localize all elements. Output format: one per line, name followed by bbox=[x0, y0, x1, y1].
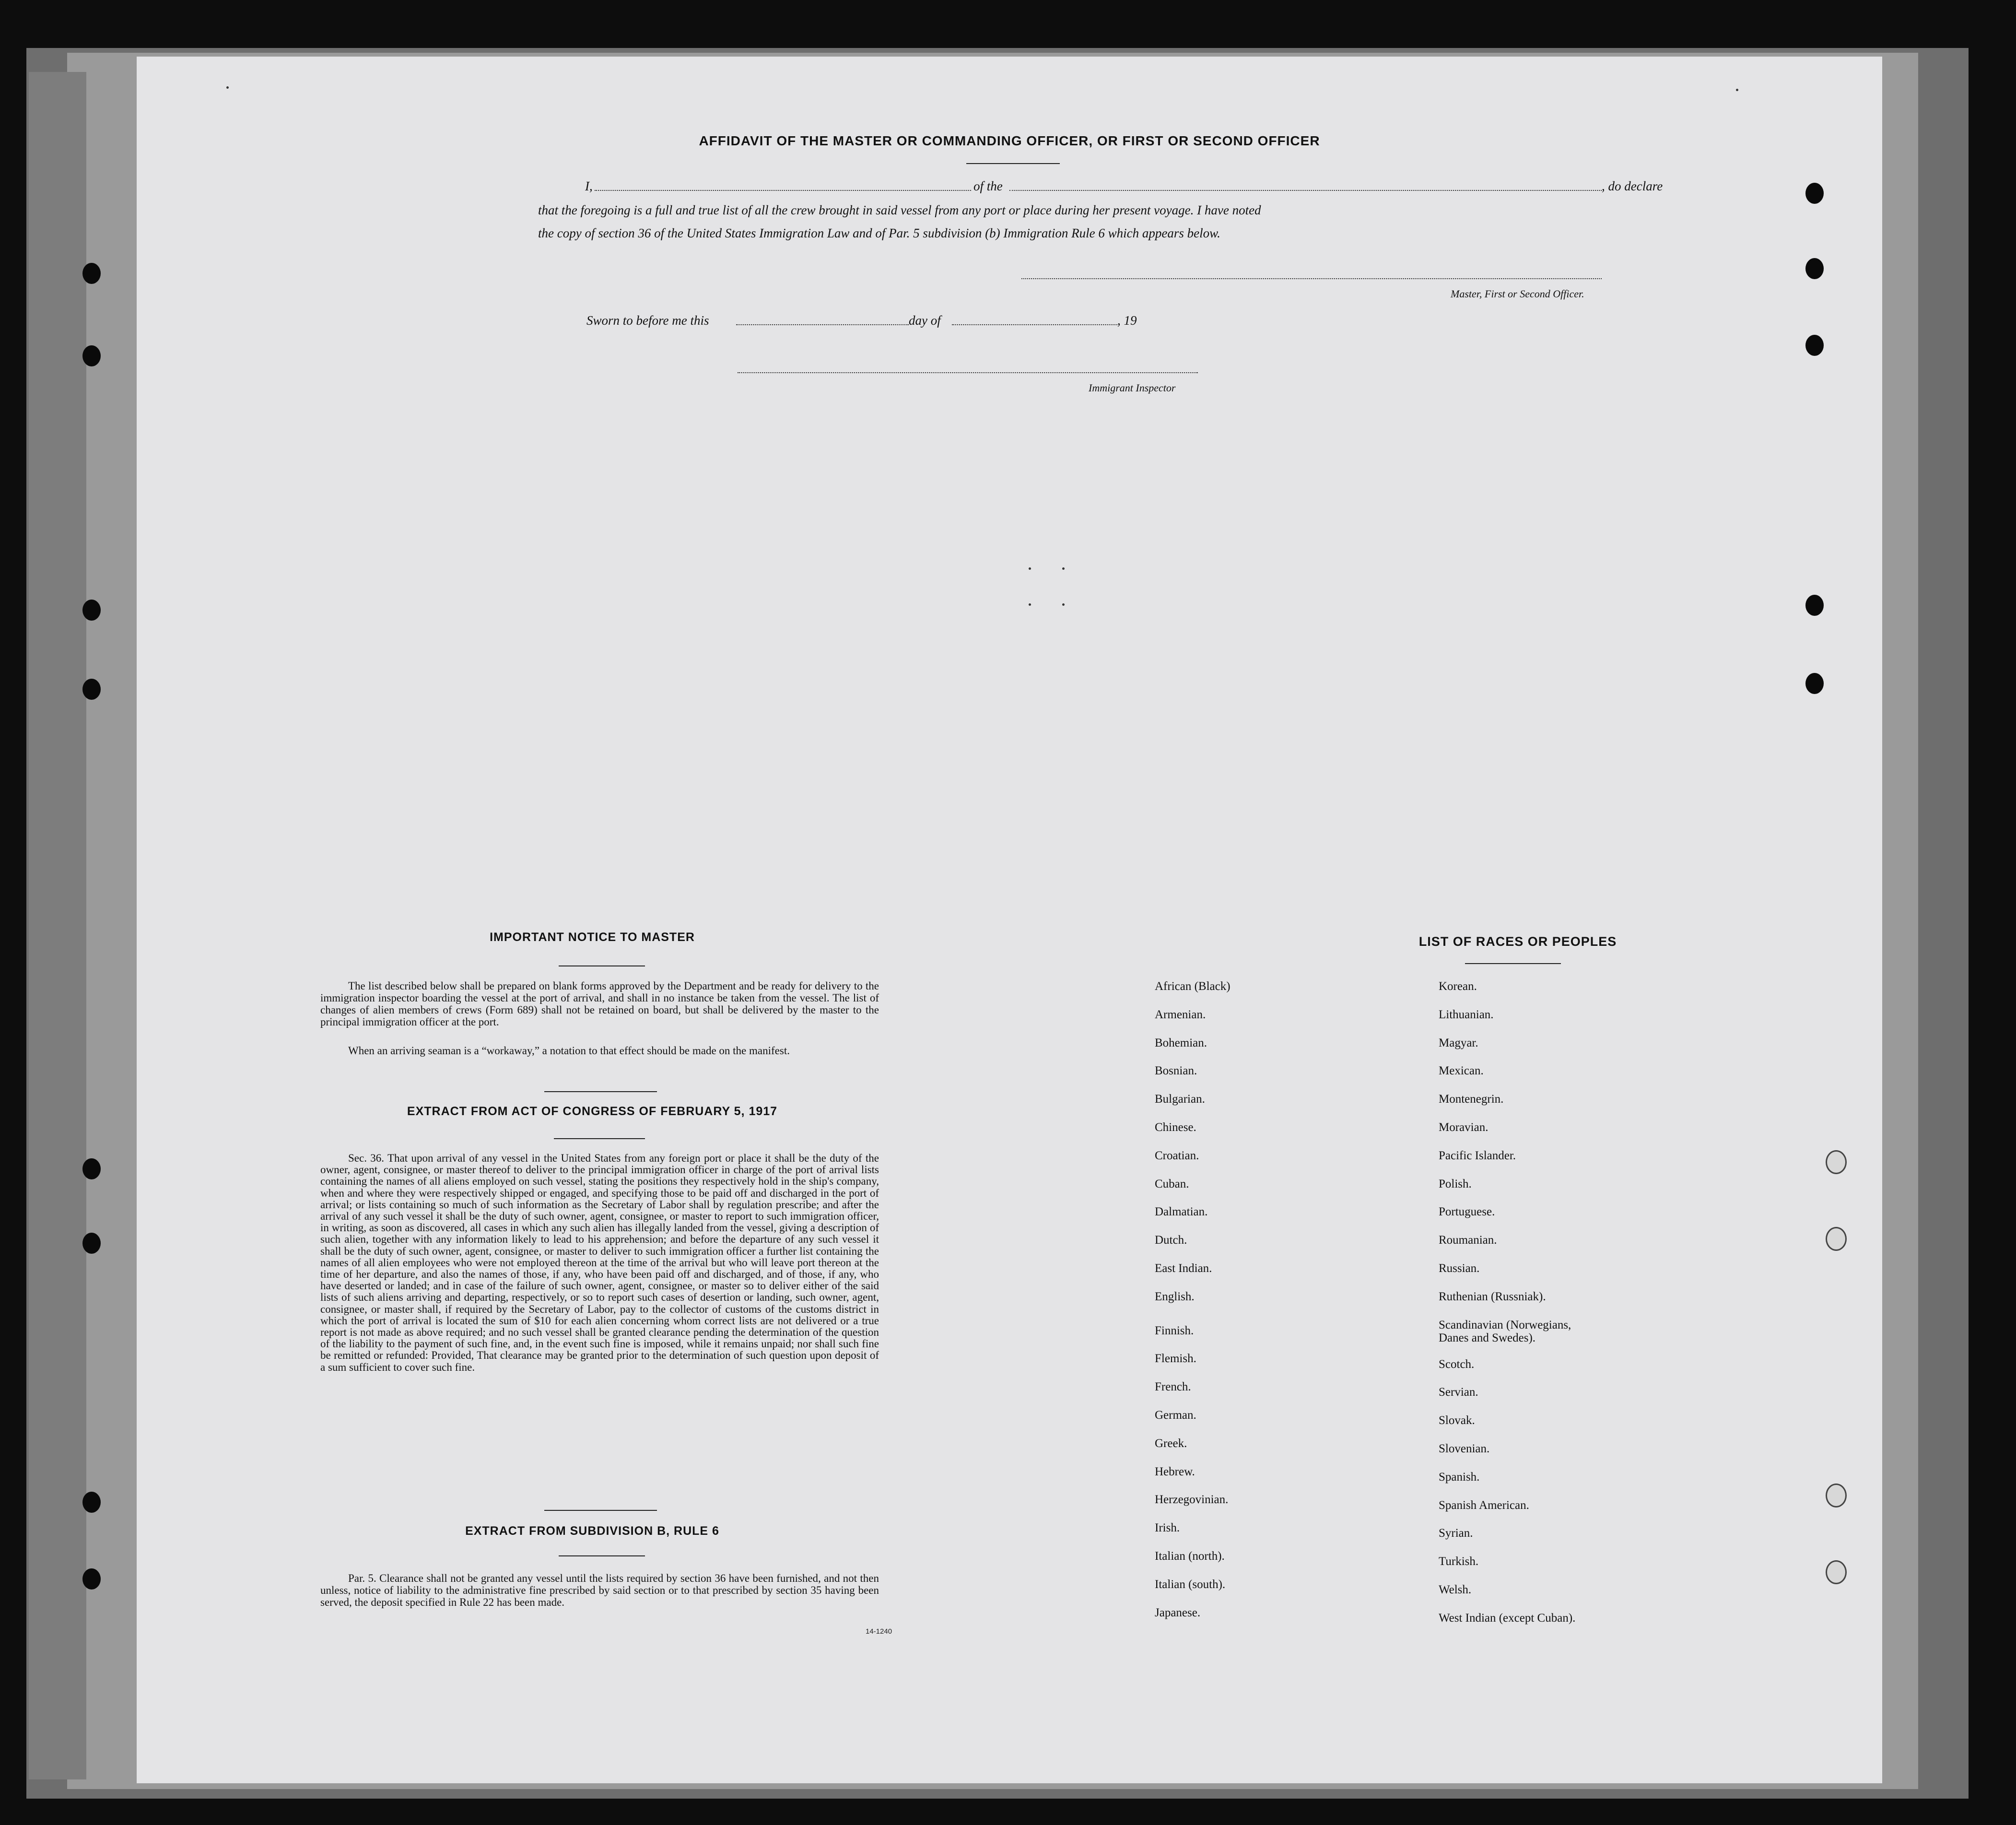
race-item: Greek. bbox=[1155, 1436, 1187, 1450]
extract-rule-title: EXTRACT FROM SUBDIVISION B, RULE 6 bbox=[465, 1524, 719, 1538]
race-item: Dalmatian. bbox=[1155, 1205, 1208, 1219]
race-item: Slovak. bbox=[1439, 1414, 1475, 1427]
race-item: Mexican. bbox=[1439, 1064, 1484, 1078]
race-item: East Indian. bbox=[1155, 1262, 1212, 1275]
race-item: Syrian. bbox=[1439, 1527, 1473, 1540]
inspector-signature-line bbox=[738, 372, 1198, 373]
race-item: German. bbox=[1155, 1409, 1196, 1422]
document-page bbox=[137, 57, 1882, 1783]
race-item: Welsh. bbox=[1439, 1583, 1472, 1596]
binder-hole-icon bbox=[82, 345, 101, 366]
race-item: Servian. bbox=[1439, 1386, 1478, 1399]
affidavit-line3: the copy of section 36 of the United States Immigration Law and of Par. 5 subdivision (b) Immigration Rule 6 which appears below. bbox=[538, 226, 1220, 240]
race-item: Roumanian. bbox=[1439, 1234, 1497, 1247]
race-item: Armenian. bbox=[1155, 1008, 1206, 1021]
divider bbox=[966, 163, 1060, 164]
race-item: Herzegovinian. bbox=[1155, 1493, 1229, 1507]
punch-hole-icon bbox=[1805, 335, 1824, 356]
race-item: Finnish. bbox=[1155, 1324, 1194, 1337]
punch-hole-icon bbox=[1826, 1150, 1847, 1174]
sworn-month-blank bbox=[952, 324, 1117, 325]
race-item: Scotch. bbox=[1439, 1357, 1475, 1371]
race-item: Irish. bbox=[1155, 1521, 1180, 1535]
punch-hole-icon bbox=[1805, 183, 1824, 204]
binder-hole-icon bbox=[82, 1158, 101, 1179]
notice-paragraph-1: The list described below shall be prepared on blank forms approved by the Department and be ready for delivery to the immigration inspector boarding the vessel at the port of arrival, and shall in no instance be taken from the vessel. The list of changes of alien members of crews (Form 689) shall not be retained on board, but shall be delivered by the master to the principal immigration officer at the port. bbox=[320, 980, 879, 1028]
race-item: Hebrew. bbox=[1155, 1465, 1195, 1478]
race-item: Pacific Islander. bbox=[1439, 1149, 1516, 1162]
speck bbox=[1029, 603, 1031, 606]
binder-hole-icon bbox=[82, 600, 101, 621]
divider bbox=[554, 1138, 645, 1139]
affidavit-title: AFFIDAVIT OF THE MASTER OR COMMANDING OFFICER, OR FIRST OR SECOND OFFICER bbox=[699, 133, 1320, 148]
race-item: Spanish American. bbox=[1439, 1498, 1529, 1512]
race-item: Portuguese. bbox=[1439, 1205, 1495, 1219]
speck bbox=[1736, 89, 1738, 91]
race-item: Russian. bbox=[1439, 1262, 1480, 1275]
divider bbox=[559, 1555, 645, 1556]
sworn-before-label: Sworn to before me this bbox=[586, 313, 709, 328]
race-item: Turkish. bbox=[1439, 1555, 1479, 1568]
race-item: Spanish. bbox=[1439, 1470, 1480, 1484]
race-item: Ruthenian (Russniak). bbox=[1439, 1290, 1546, 1303]
race-item: Lithuanian. bbox=[1439, 1008, 1494, 1021]
race-item: Korean. bbox=[1439, 980, 1477, 993]
divider bbox=[1465, 963, 1561, 964]
notice-paragraph-2: When an arriving seaman is a “workaway,” a notation to that effect should be made on the manifest. bbox=[348, 1045, 790, 1057]
race-item: Chinese. bbox=[1155, 1121, 1196, 1134]
speck bbox=[226, 86, 229, 89]
binder-hole-icon bbox=[82, 1568, 101, 1590]
extract-rule-text: Par. 5. Clearance shall not be granted any vessel until the lists required by section 36 have been furnished, and not then unless, notice of liability to the administrative fine prescribed by said section or to that prescribed by section 35 having been served, the deposit specified in Rule 22 has been made. bbox=[320, 1572, 879, 1608]
affidavit-line2: that the foregoing is a full and true list of all the crew brought in said vessel from any port or place during her present voyage. I have noted bbox=[538, 203, 1261, 217]
race-item: Magyar. bbox=[1439, 1036, 1478, 1049]
race-item: French. bbox=[1155, 1380, 1191, 1394]
binder-hole-icon bbox=[82, 263, 101, 284]
speck bbox=[1062, 567, 1065, 570]
binder-left-strip bbox=[29, 72, 86, 1779]
race-item: Italian (south). bbox=[1155, 1578, 1226, 1591]
race-item: Montenegrin. bbox=[1439, 1093, 1504, 1106]
divider bbox=[544, 1091, 657, 1092]
race-item: Slovenian. bbox=[1439, 1442, 1490, 1455]
race-item: Scandinavian (Norwegians, Danes and Swedes). bbox=[1439, 1318, 1571, 1344]
punch-hole-icon bbox=[1805, 595, 1824, 616]
race-item: Bulgarian. bbox=[1155, 1093, 1205, 1106]
punch-hole-icon bbox=[1826, 1560, 1847, 1584]
vessel-blank bbox=[1009, 190, 1602, 191]
race-item: Polish. bbox=[1439, 1177, 1472, 1190]
races-left-column bbox=[1155, 980, 1395, 1699]
form-number: 14-1240 bbox=[866, 1627, 892, 1636]
punch-hole-icon bbox=[1826, 1484, 1847, 1507]
binder-hole-icon bbox=[82, 1233, 101, 1254]
races-title: LIST OF RACES OR PEOPLES bbox=[1418, 934, 1617, 949]
sworn-day-blank bbox=[736, 324, 909, 325]
day-of-label: day of bbox=[909, 313, 941, 328]
race-item: Japanese. bbox=[1155, 1606, 1201, 1619]
race-item: English. bbox=[1155, 1290, 1195, 1303]
affidavit-line1-declare: , do declare bbox=[1602, 179, 1663, 193]
binder-hole-icon bbox=[82, 1492, 101, 1513]
punch-hole-icon bbox=[1805, 258, 1824, 279]
punch-hole-icon bbox=[1805, 673, 1824, 694]
divider bbox=[544, 1510, 657, 1511]
punch-hole-icon bbox=[1826, 1227, 1847, 1251]
race-item: Bohemian. bbox=[1155, 1036, 1207, 1049]
binder-hole-icon bbox=[82, 679, 101, 700]
race-item: Moravian. bbox=[1439, 1121, 1489, 1134]
name-blank bbox=[595, 190, 971, 191]
year-label: , 19 bbox=[1117, 313, 1137, 328]
extract-act-text: Sec. 36. That upon arrival of any vessel in the United States from any foreign port or place it shall be the duty of the owner, agent, consignee, or master thereof to deliver to the principal immigration officer in charge of the port of arrival lists containing the names of all aliens employed on such vessel, stating the positions they respectively hold in the ship's company, when and where they were respectively shipped or engaged, and specifying those to be paid off and discharged in the port of arrival; or lists containing so much of such information as the Secretary of Labor shall by regulation prescribe; and after the arrival of any such vessel it shall be the duty of such owner, agent, consignee, or master to report to such immigration officer, in writing, as soon as discovered, all cases in which any such alien has illegally landed from the vessel, giving a description of such alien, together with any information likely to lead to his apprehension; and before the departure of any such vessel it shall be the duty of such owner, agent, consignee, or master to deliver to such immigration officer a further list containing the names of all alien employees who were not employed thereon at the time of the arrival but who will leave port thereon at the time of her departure, and also the names of those, if any, who have been paid off and discharged, and of those, if any, who have deserted or landed; and in case of the failure of such owner, agent, consignee, or master so to deliver either of the said lists of such aliens arriving and departing, respectively, or so to report such cases of desertion or landing, such owner, agent, consignee, or master shall, if required by the Secretary of Labor, pay to the collector of customs of the customs district in which the port of arrival is located the sum of $10 for each alien concerning whom correct lists are not delivered or a true report is not made as above required; and no such vessel shall be granted clearance pending the determination of the question of the liability to the payment of such fine, and, in the event such fine is imposed, while it remains unpaid; nor shall such fine be remitted or refunded: Provided, That clearance may be granted prior to the determination of such question upon deposit of a sum sufficient to cover such fine. bbox=[320, 1152, 879, 1373]
affidavit-line1-of-the: of the bbox=[973, 179, 1003, 193]
master-signature-label: Master, First or Second Officer. bbox=[1451, 288, 1584, 300]
race-item: West Indian (except Cuban). bbox=[1439, 1611, 1576, 1625]
affidavit-line1-i: I, bbox=[585, 179, 593, 193]
race-item: Bosnian. bbox=[1155, 1064, 1197, 1078]
race-item: Flemish. bbox=[1155, 1352, 1196, 1366]
notice-title: IMPORTANT NOTICE TO MASTER bbox=[490, 930, 695, 944]
race-item: Cuban. bbox=[1155, 1177, 1189, 1190]
races-right-column bbox=[1439, 980, 1774, 1699]
extract-act-title: EXTRACT FROM ACT OF CONGRESS OF FEBRUARY 5, 1917 bbox=[407, 1105, 778, 1118]
race-item: Croatian. bbox=[1155, 1149, 1199, 1162]
race-item: African (Black) bbox=[1155, 980, 1231, 993]
inspector-label: Immigrant Inspector bbox=[1089, 382, 1176, 394]
race-item: Dutch. bbox=[1155, 1234, 1187, 1247]
speck bbox=[1062, 603, 1065, 606]
speck bbox=[1029, 567, 1031, 570]
race-item: Italian (north). bbox=[1155, 1550, 1225, 1563]
master-signature-line bbox=[1021, 278, 1602, 279]
divider bbox=[559, 965, 645, 966]
